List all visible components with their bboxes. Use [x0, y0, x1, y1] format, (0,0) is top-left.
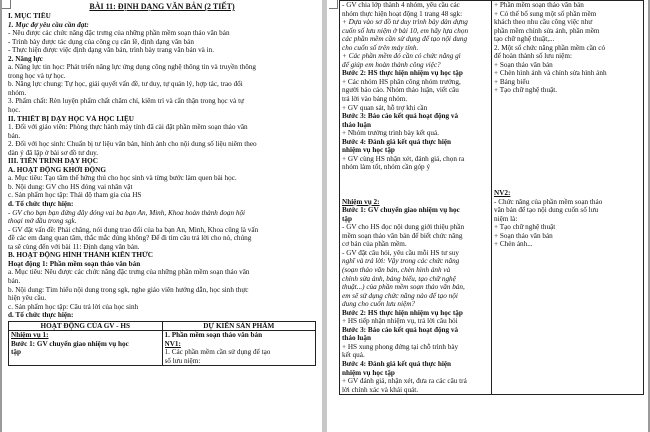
text-line: - GV cho HS đọc nội dung giới thiệu phần	[342, 223, 465, 232]
blank-line	[494, 180, 641, 189]
text-line: - Nêu được các chức năng đặc trưng của những phần mềm soạn thảo văn bản	[8, 29, 230, 38]
text-line: cuốn số lưu niệm ở bài 10, em hãy lựa chọn	[342, 26, 469, 35]
text-line: a. Mục tiêu: Nêu được các chức năng đặc trưng của những phần mềm soạn thảo văn	[8, 268, 250, 277]
text-line: em sẽ sử dụng chức năng nào để tạo nội	[342, 291, 458, 300]
blank-line	[494, 104, 641, 113]
text-line: nhiệm vụ học tập	[342, 146, 395, 155]
text-line: tập	[342, 214, 352, 223]
blank-line	[494, 155, 641, 164]
text-line: Hoạt động 1: Phần mềm soạn thảo văn bản	[8, 259, 141, 268]
text-line: ta sẽ cùng đến với bài 11: Định dạng văn bản.	[8, 242, 140, 251]
text-line: + Bảng biểu	[494, 77, 530, 86]
text-line: 1. Mục đợ yêu cầu cần đạt:	[8, 20, 89, 29]
text-line: văn bản để tạo nội dung cuốn số lưu	[494, 206, 599, 215]
table-header-activity: HOẠT ĐỘNG CỦA GV - HS	[9, 321, 163, 331]
text-line: + Nhóm trưởng trình bày kết quả.	[342, 129, 439, 138]
text-line: Bước 1: GV chuyển giao nhiệm vụ học	[342, 206, 460, 215]
text-line: khách theo nhu cầu công việc như	[494, 18, 593, 27]
text-line: trả lời vào bảng nhóm.	[342, 95, 408, 104]
text-line: thuật...) của phần mềm soạn thảo văn bản,	[342, 283, 465, 292]
text-line: I. MỤC TIÊU	[8, 12, 51, 20]
text-line: d. Tổ chức thực hiện:	[8, 200, 74, 209]
task-heading: Nhiệm vụ 1:	[11, 331, 49, 340]
text-line: - GV đặt vấn đề: Phải chăng, nói dung trao đổi của ba bạn An, Minh, Khoa cũng là vấn	[8, 225, 259, 234]
text-line: Bước 4: Đánh giá kết quả thực hiện	[342, 137, 452, 146]
text-line: a. Mục tiêu: Tạo tâm thế hứng thú cho học sinh và từng bước làm quen bài học.	[8, 174, 237, 183]
text-line: + Phần mềm soạn thảo văn bản	[494, 1, 584, 9]
text-line: + Các phần mềm đó cần có chức năng gì	[342, 52, 461, 61]
text-line: chỉnh sửa ảnh, bảng biểu, tạo chữ nghệ	[342, 274, 456, 283]
text-line: + Chèn ảnh...	[494, 240, 533, 249]
blank-line	[494, 146, 641, 155]
text-line: 2. Năng lực	[8, 54, 43, 63]
text-line: + Tạo chữ nghệ thuật	[494, 223, 556, 232]
text-line: nhiệm vụ học tập	[342, 368, 395, 377]
product-line: sổ lưu niệm:	[164, 356, 201, 365]
text-line: III. TIẾN TRÌNH DẠY HỌC	[8, 157, 98, 166]
text-line: b. Nội dung: Tìm hiểu nội dung trong sgk, nghe giáo viên hướng dẫn, học sinh thực	[8, 285, 249, 294]
table-row	[340, 1, 644, 395]
document-page-right	[327, 0, 648, 432]
table-header-row	[9, 321, 316, 331]
text-line: cho cuốn số trên máy tính.	[342, 43, 419, 52]
text-line: nghĩ và trả lời: Vậy trong các chức năng	[342, 257, 460, 266]
text-line: a. Năng lực tin học: Phát triển năng lực ứng dụng công nghệ thông tin và truyền thông	[8, 63, 257, 72]
text-line: NV2:	[494, 189, 511, 198]
text-line: phần mềm chỉnh sửa ảnh, phần mềm	[494, 26, 600, 35]
crop-mark	[329, 0, 338, 9]
blank-line	[342, 189, 489, 198]
text-line: lời chính xác và khái quát.	[342, 385, 419, 394]
text-line: + Tạo chữ nghệ thuật.	[494, 86, 558, 95]
text-line: nhóm làm tốt, nhóm cần góp ý	[342, 163, 431, 172]
blank-line	[494, 112, 641, 121]
text-line: dung cho cuốn lưu niệm?	[342, 300, 415, 309]
text-line: + Soạn thảo văn bản	[494, 60, 553, 69]
table-cell-product	[162, 331, 316, 366]
table-cell-activity	[9, 331, 163, 366]
text-line: Bước 3: Báo cáo kết quả hoạt động và	[342, 325, 459, 334]
text-line: - Trình bày được tác dụng của công cụ căn lề, định dạng văn bản	[8, 37, 194, 46]
activity-table	[8, 321, 316, 367]
text-line: - Thực hiện được việc định dạng văn bản, trình bày trang văn bản và in.	[8, 46, 215, 55]
left-page-body	[8, 12, 316, 320]
text-line: Bước 3: Báo cáo kết quả hoạt động và	[342, 112, 459, 121]
text-line: + HS tiếp nhận nhiệm vụ, trả lời câu hỏi	[342, 317, 458, 326]
text-line: tạo chữ nghệ thuật,...	[494, 35, 555, 44]
text-line: để hoàn thành số lưu niệm:	[494, 52, 572, 61]
document-page-left	[2, 0, 322, 432]
text-line: II. THIẾT BỊ DẠY HỌC VÀ HỌC LIỆU	[8, 114, 134, 123]
text-line: người báo cáo. Nhóm thảo luận, viết câu	[342, 86, 459, 95]
text-line: bản.	[8, 276, 21, 285]
blank-line	[494, 95, 641, 104]
table-row	[9, 331, 316, 366]
crop-mark	[2, 0, 11, 9]
text-line: 3. Phẩm chất: Rèn luyện phẩm chất chăm chỉ, kiêm trì và cẩn thận trong học và tự	[8, 97, 245, 106]
text-line: b. Nội dung: GV cho HS đóng vai nhân vật	[8, 182, 133, 191]
text-line: kết quả.	[342, 351, 365, 360]
text-line: bản.	[8, 131, 21, 140]
text-line: b. Năng lực chung: Tự học, giải quyết vấn đề, tư duy, tự quản lý, hợp tác, trao đổi	[8, 80, 243, 89]
text-line: + Dựa vào sơ đồ tư duy trình bày dàn dựng	[342, 18, 468, 27]
step-heading: Bước 1: GV chuyển giao nhiệm vụ học	[11, 339, 129, 348]
text-line: Nhiệm vụ 2:	[342, 197, 380, 206]
text-line: + GV cùng HS nhận xét, đánh giá, chọn ra	[342, 154, 465, 163]
nv1-label: NV1:	[164, 339, 181, 348]
text-line: + GV quan sát, hỗ trợ khi cần	[342, 103, 428, 112]
table-header-product: DỰ KIẾN SẢN PHẨM	[162, 321, 316, 331]
text-line: + Các nhóm HS phân công nhóm trưởng,	[342, 77, 461, 86]
text-line: mềm soạn thảo văn bản để biết chức năng	[342, 231, 463, 240]
text-line: d. Tổ chức thực hiện:	[8, 311, 74, 320]
text-line: 2. Một số chức năng phần mềm cần có	[494, 43, 606, 52]
product-line: 1. Các phần mềm cần sử dụng để tạo	[164, 348, 271, 357]
blank-line	[342, 172, 489, 181]
activity-table-continued	[339, 0, 644, 395]
text-line: Bước 4: Đánh giá kết quả thực hiện	[342, 359, 452, 368]
blank-line	[342, 180, 489, 189]
text-line: + Chèn hình ảnh và chỉnh sửa hình ảnh	[494, 69, 607, 78]
text-line: học.	[8, 106, 21, 115]
text-line: cơ bản của phần mềm.	[342, 240, 407, 249]
table-cell-product	[492, 1, 644, 395]
text-line: dàn ý đã lập ở bài sơ đồ tư duy.	[8, 148, 99, 157]
lesson-title: BÀI 11: ĐỊNH DẠNG VĂN BẢN (2 TIẾT)	[89, 2, 235, 11]
text-line: thảo luận	[342, 334, 371, 343]
text-line: niệm là:	[494, 214, 518, 223]
blank-line	[494, 172, 641, 181]
text-line: (soạn thảo văn bản, chèn hình ảnh và	[342, 265, 451, 274]
text-line: + GV đánh giá, nhận xét, đưa ra các câu trả	[342, 377, 467, 386]
text-line: + Soạn thảo văn bản	[494, 231, 553, 240]
text-line: trong học và tự học.	[8, 71, 66, 80]
blank-line	[494, 163, 641, 172]
text-line: Bước 2: HS thực hiện nhiệm vụ học tập	[342, 69, 463, 78]
text-line: các phần mềm cần sử dụng để tạo nội dung	[342, 35, 468, 44]
text-line: thoại mở đầu trong sgk.	[8, 217, 77, 226]
text-line: - GV chia lớp thành 4 nhóm, yêu cầu các	[342, 1, 460, 9]
text-line: A. HOẠT ĐỘNG KHỞI ĐỘNG	[8, 165, 106, 174]
table-cell-activity	[340, 1, 492, 395]
text-line: nhóm thực hiện hoạt động 1 trang 48 sgk:	[342, 9, 463, 18]
text-line: nhóm.	[8, 88, 27, 97]
blank-line	[494, 138, 641, 147]
text-line: hiện yêu cầu.	[8, 294, 47, 303]
product-heading: 1. Phần mềm soạn thảo văn bản	[164, 331, 263, 340]
text-line: Bước 2: HS thực hiện nhiệm vụ học tập	[342, 308, 463, 317]
text-line: - GV cho bạn bạn đứng đây đóng vai ba bạn An, Minh, Khoa hoàn thành đoạn hội	[8, 208, 246, 217]
step-heading-cont: tập	[11, 348, 21, 357]
text-line: B. HOẠT ĐỘNG HÌNH THÀNH KIẾN THỨC	[8, 251, 153, 260]
text-line: + Có thể bổ sung một số phần mềm	[494, 9, 597, 18]
text-line: c. Sản phẩm học tập: Câu trả lời của học sinh	[8, 302, 139, 311]
text-line: - GV đặt câu hỏi, yêu cầu mỗi HS tư suy	[342, 248, 459, 257]
text-line: thảo luận	[342, 120, 371, 129]
text-line: đề các em đang quan tâm, thắc mắc đúng không? Để đi tìm câu trả lời cho nó, chúng	[8, 234, 252, 243]
text-line: 1. Đối với giáo viên: Phòng thực hành máy tính đã cài đặt phần mềm soạn thảo văn	[8, 123, 248, 132]
text-line: c. Sản phẩm học tập: Thái độ tham gia của HS	[8, 191, 142, 200]
blank-line	[494, 121, 641, 130]
blank-line	[494, 129, 641, 138]
text-line: - Chức năng của phần mềm soạn thảo	[494, 197, 603, 206]
text-line: + HS xung phong đứng tại chỗ trình bày	[342, 342, 459, 351]
text-line: 2. Đối với học sinh: Chuẩn bị tư liệu văn bản, hình ảnh cho nội dung số liệu niêm theo	[8, 140, 257, 149]
text-line: để giúp em hoàn thành công việc?	[342, 60, 441, 69]
